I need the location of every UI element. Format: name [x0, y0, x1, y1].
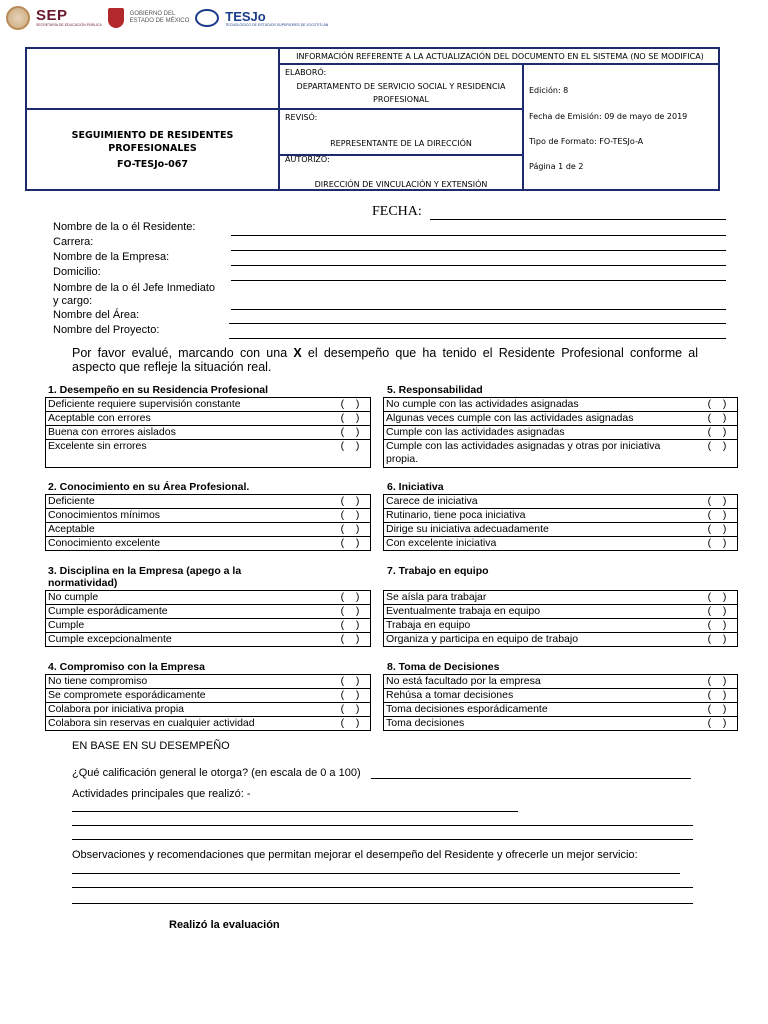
section-1-title: 1. Desempeño en su Residencia Profesional: [48, 384, 268, 396]
residente-field[interactable]: [231, 235, 726, 236]
section-5-option[interactable]: No cumple con las actividades asignadas ( ): [383, 397, 738, 412]
section-8-option[interactable]: Toma decisiones esporádicamente ( ): [383, 702, 738, 717]
edomex-shield-icon: [108, 8, 124, 28]
area-field[interactable]: [229, 323, 726, 324]
section-6-title: 6. Iniciativa: [387, 481, 444, 493]
section-1-option[interactable]: Buena con errores aislados ( ): [45, 425, 371, 440]
section-7-option[interactable]: Organiza y participa en equipo de trabajo ( ): [383, 632, 738, 647]
calificacion-label: ¿Qué calificación general le otorga? (en escala de 0 a 100): [72, 767, 361, 779]
logo-strip: [6, 2, 328, 34]
section-3-option[interactable]: No cumple ( ): [45, 590, 371, 605]
jefe-field[interactable]: [231, 309, 726, 310]
realizo-evaluacion: Realizó la evaluación: [169, 919, 280, 931]
edicion: Edición: 8: [529, 86, 569, 95]
pagina: Página 1 de 2: [529, 162, 584, 171]
section-3-option[interactable]: Cumple ( ): [45, 618, 371, 633]
section-1-option[interactable]: Deficiente requiere supervisión constante ( ): [45, 397, 371, 412]
header-info: INFORMACIÓN REFERENTE A LA ACTUALIZACIÓN DEL DOCUMENTO EN EL SISTEMA (NO SE MODIFICA): [296, 52, 704, 61]
section-2-option[interactable]: Aceptable ( ): [45, 522, 371, 537]
section-1-option[interactable]: Aceptable con errores ( ): [45, 411, 371, 426]
actividades-line[interactable]: [72, 839, 693, 840]
section-7-option[interactable]: Se aísla para trabajar ( ): [383, 590, 738, 605]
domicilio-field[interactable]: [231, 280, 726, 281]
section-3-option[interactable]: Cumple excepcionalmente ( ): [45, 632, 371, 647]
section-8-option[interactable]: Toma decisiones ( ): [383, 716, 738, 731]
section-5-option[interactable]: Algunas veces cumple con las actividades asignadas ( ): [383, 411, 738, 426]
section-8-title: 8. Toma de Decisiones: [387, 661, 500, 673]
section-2-option[interactable]: Conocimientos mínimos ( ): [45, 508, 371, 523]
section-6-option[interactable]: Carece de iniciativa ( ): [383, 494, 738, 509]
calificacion-field[interactable]: [371, 778, 691, 779]
domicilio-label: Domicilio:: [53, 266, 101, 278]
section-3-title-line1: 3. Disciplina en la Empresa (apego a la: [48, 565, 242, 577]
reviso-label: REVISÓ:: [285, 113, 318, 122]
empresa-field[interactable]: [231, 265, 726, 266]
form-title: SEGUIMIENTO DE RESIDENTES PROFESIONALES: [71, 130, 234, 154]
observaciones-line[interactable]: [72, 887, 693, 888]
desempeno-heading: EN BASE EN SU DESEMPEÑO: [72, 740, 230, 752]
section-5-option[interactable]: Cumple con las actividades asignadas y otras por iniciativa propia. ( ): [383, 439, 738, 468]
fecha-line[interactable]: [430, 219, 726, 220]
elaboro-value: DEPARTAMENTO DE SERVICIO SOCIAL Y RESIDENCIA PROFESIONAL: [296, 82, 506, 104]
section-8-option[interactable]: Rehúsa a tomar decisiones ( ): [383, 688, 738, 703]
actividades-label: Actividades principales que realizó: -: [72, 788, 251, 800]
section-1-option[interactable]: Excelente sin errores ( ): [45, 439, 371, 468]
section-2-title: 2. Conocimiento en su Área Profesional.: [48, 481, 250, 493]
section-2-option[interactable]: Conocimiento excelente ( ): [45, 536, 371, 551]
section-6-option[interactable]: Dirige su iniciativa adecuadamente ( ): [383, 522, 738, 537]
sep-logo: SEP SECRETARÍA DE EDUCACIÓN PÚBLICA: [36, 7, 102, 27]
jefe-label-line2: y cargo:: [53, 295, 93, 307]
fecha-emision: Fecha de Emisión: 09 de mayo de 2019: [529, 112, 688, 121]
residente-label: Nombre de la o él Residente:: [53, 221, 196, 233]
section-4-option[interactable]: Colabora por iniciativa propia ( ): [45, 702, 371, 717]
observaciones-label: Observaciones y recomendaciones que permitan mejorar el desempeño del Residente y ofrecerle un mejor servicio:: [72, 849, 638, 861]
edomex-logo: GOBIERNO DEL ESTADO DE MÉXICO: [129, 11, 190, 24]
area-label: Nombre del Área:: [53, 309, 140, 321]
section-3-option[interactable]: Cumple esporádicamente ( ): [45, 604, 371, 619]
tipo-formato: Tipo de Formato: FO-TESJo-A: [529, 137, 644, 146]
reviso-value: REPRESENTANTE DE LA DIRECCIÓN: [330, 139, 472, 148]
tesjo-logo: TESJo TECNOLÓGICO DE ESTUDIOS SUPERIORES DE JOCOTITLÁN: [225, 8, 329, 27]
section-2-option[interactable]: Deficiente ( ): [45, 494, 371, 509]
sep-seal-icon: [6, 6, 30, 30]
form-code: FO-TESJo-067: [117, 159, 188, 170]
section-7-option[interactable]: Eventualmente trabaja en equipo ( ): [383, 604, 738, 619]
section-5-title: 5. Responsabilidad: [387, 384, 483, 396]
fecha-label: FECHA:: [372, 204, 422, 219]
section-8-option[interactable]: No está facultado por la empresa ( ): [383, 674, 738, 689]
tesjo-emblem-icon: [195, 9, 219, 27]
carrera-field[interactable]: [231, 250, 726, 251]
actividades-line[interactable]: [72, 825, 693, 826]
section-7-option[interactable]: Trabaja en equipo ( ): [383, 618, 738, 633]
section-4-option[interactable]: Colabora sin reservas en cualquier actividad ( ): [45, 716, 371, 731]
section-5-option[interactable]: Cumple con las actividades asignadas ( ): [383, 425, 738, 440]
proyecto-field[interactable]: [229, 338, 726, 339]
instructions: Por favor evalué, marcando con una X el desempeño que ha tenido el Residente Profesional conforme al aspecto que refleje la situación real.: [72, 346, 698, 374]
proyecto-label: Nombre del Proyecto:: [53, 324, 160, 336]
section-4-option[interactable]: Se compromete esporádicamente ( ): [45, 688, 371, 703]
elaboro-label: ELABORÓ:: [285, 68, 327, 77]
section-6-option[interactable]: Con excelente iniciativa ( ): [383, 536, 738, 551]
actividades-line[interactable]: [72, 811, 518, 812]
autorizo-label: AUTORIZÓ:: [285, 155, 330, 164]
section-7-title: 7. Trabajo en equipo: [387, 565, 489, 577]
section-4-title: 4. Compromiso con la Empresa: [48, 661, 205, 673]
empresa-label: Nombre de la Empresa:: [53, 251, 170, 263]
document-header-table: [25, 47, 720, 191]
observaciones-line[interactable]: [72, 873, 680, 874]
observaciones-line[interactable]: [72, 903, 693, 904]
section-6-option[interactable]: Rutinario, tiene poca iniciativa ( ): [383, 508, 738, 523]
section-3-title-line2: normatividad): [48, 577, 118, 589]
carrera-label: Carrera:: [53, 236, 94, 248]
jefe-label-line1: Nombre de la o él Jefe Inmediato: [53, 282, 216, 294]
autorizo-value: DIRECCIÓN DE VINCULACIÓN Y EXTENSIÓN: [314, 180, 488, 189]
section-4-option[interactable]: No tiene compromiso ( ): [45, 674, 371, 689]
